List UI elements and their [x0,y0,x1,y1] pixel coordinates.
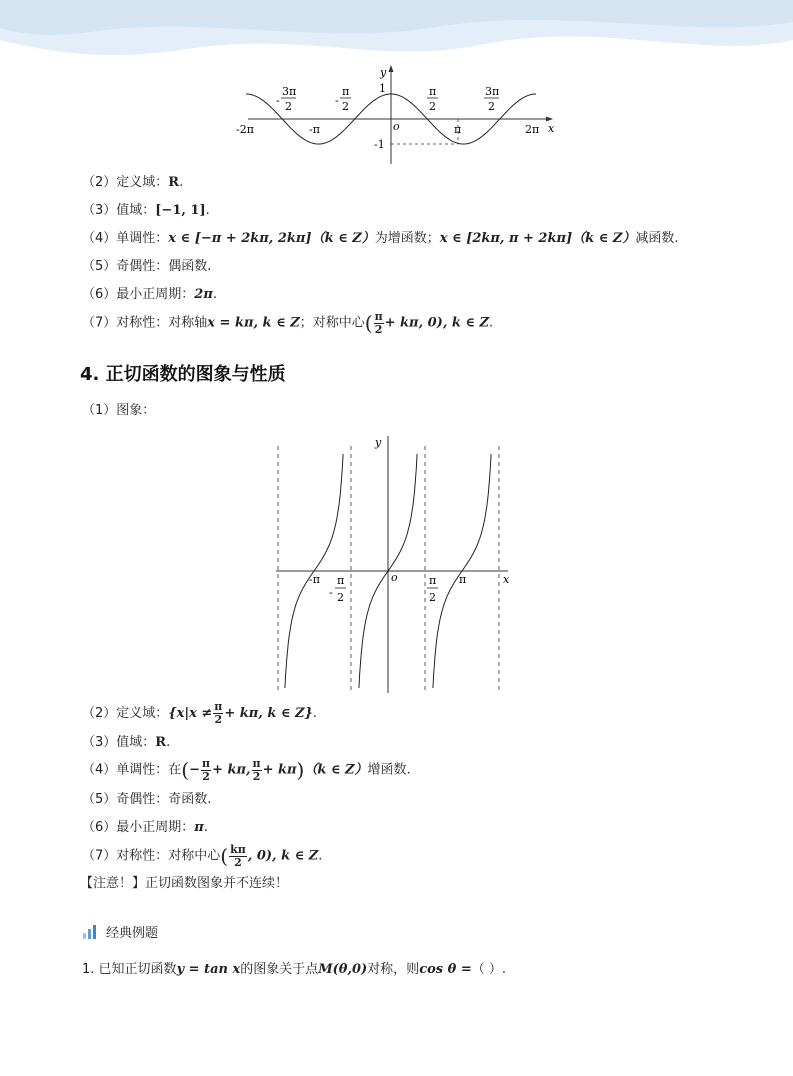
cosine-graph [230,62,560,166]
cos-property-symmetry: （7）对称性：对称轴x = kπ, k ∈ Z；对称中心( $\frac{\pi}{2}$ + kπ, 0), k ∈ Z. [82,309,494,336]
tan-neg-pi2-sign: - [329,586,333,599]
header-wave-background [0,0,793,70]
cos-neg-one-label: -1 [374,138,385,151]
cos-neg-pi2-num: π [342,85,350,98]
cos-pi2-num: π [429,85,437,98]
tan-origin-label: o [391,571,398,584]
tan-property-parity: （5）奇偶性：奇函数. [82,792,212,807]
tan-mono-fraction-1: $\frac{\pi}{2}$ [202,756,211,783]
cos-neg-3pi2-num: 3π [282,85,297,98]
cos-3pi2-den: 2 [488,100,495,113]
tan-property-symmetry: （7）对称性：对称中心( $\frac{k\pi}{2}$ , 0), k ∈ Z. [82,842,323,869]
examples-title: 经典例题 [106,926,159,941]
cos-origin-label: o [393,120,400,133]
cos-neg-pi2-sign: - [335,94,339,107]
cos-neg-pi2-den: 2 [342,100,349,113]
example-question-1: 1. 已知正切函数y = tan x的图象关于点M(θ,0)对称，则cos θ =（ ）. [82,962,506,977]
cos-neg-pi-label: -π [309,123,320,136]
cos-neg-3pi2-den: 2 [285,100,292,113]
tan-property-range: （3）值域：R. [82,735,171,750]
tan-note: 【注意！】正切函数图象并不连续！ [80,876,289,891]
cos-x-axis-label: x [548,122,555,135]
cos-2pi-label: 2π [525,123,540,136]
tan-graph-caption: （1）图象： [82,403,156,418]
tan-property-domain: （2）定义域：{x|x ≠ $\frac{\pi}{2}$ + kπ, k ∈ Z}. [82,700,318,726]
tan-pi2-den: 2 [429,591,436,604]
tan-symmetry-fraction: $\frac{k\pi}{2}$ [230,842,246,869]
cos-property-period: （6）最小正周期：2π. [82,287,217,302]
cos-property-range: （3）值域：[−1, 1]. [82,203,210,218]
tan-y-axis-label: y [375,436,382,449]
cos-property-domain: （2）定义域：R. [82,175,184,190]
tangent-graph [270,430,520,695]
cos-y-axis-label: y [380,66,387,79]
section-heading-tangent: 4. 正切函数的图象与性质 [80,364,286,385]
tan-neg-pi-label: -π [309,573,320,586]
cos-neg-2pi-label: -2π [236,123,254,136]
tan-neg-pi2-num: π [337,574,345,587]
cos-property-monotonicity: （4）单调性：x ∈ [−π + 2kπ, 2kπ]（k ∈ Z）为增函数；x ∈ [2kπ, π + 2kπ]（k ∈ Z）减函数. [82,231,679,246]
cos-pi2-den: 2 [429,100,436,113]
tan-neg-pi2-den: 2 [337,591,344,604]
tan-domain-fraction: $\frac{\pi}{2}$ [214,700,223,726]
tan-pi2-num: π [429,574,437,587]
tan-pi-label: π [459,573,467,586]
tan-property-monotonicity: （4）单调性：在(− $\frac{\pi}{2}$ + kπ, $\frac{\pi}{2}$ + kπ)（k ∈ Z）增函数. [82,756,411,783]
bar-chart-icon [82,924,98,940]
tan-mono-fraction-2: $\frac{\pi}{2}$ [252,756,261,783]
cos-property-parity: （5）奇偶性：偶函数. [82,259,212,274]
cos-3pi2-num: 3π [485,85,500,98]
tan-property-period: （6）最小正周期：π. [82,820,208,835]
cos-pi-label: π [454,123,462,136]
tan-x-axis-label: x [503,573,510,586]
cos-one-label: 1 [379,82,386,95]
cos-symmetry-fraction: $\frac{\pi}{2}$ [374,309,383,336]
cos-neg-3pi2-sign: - [276,94,280,107]
examples-section-header [82,922,158,941]
